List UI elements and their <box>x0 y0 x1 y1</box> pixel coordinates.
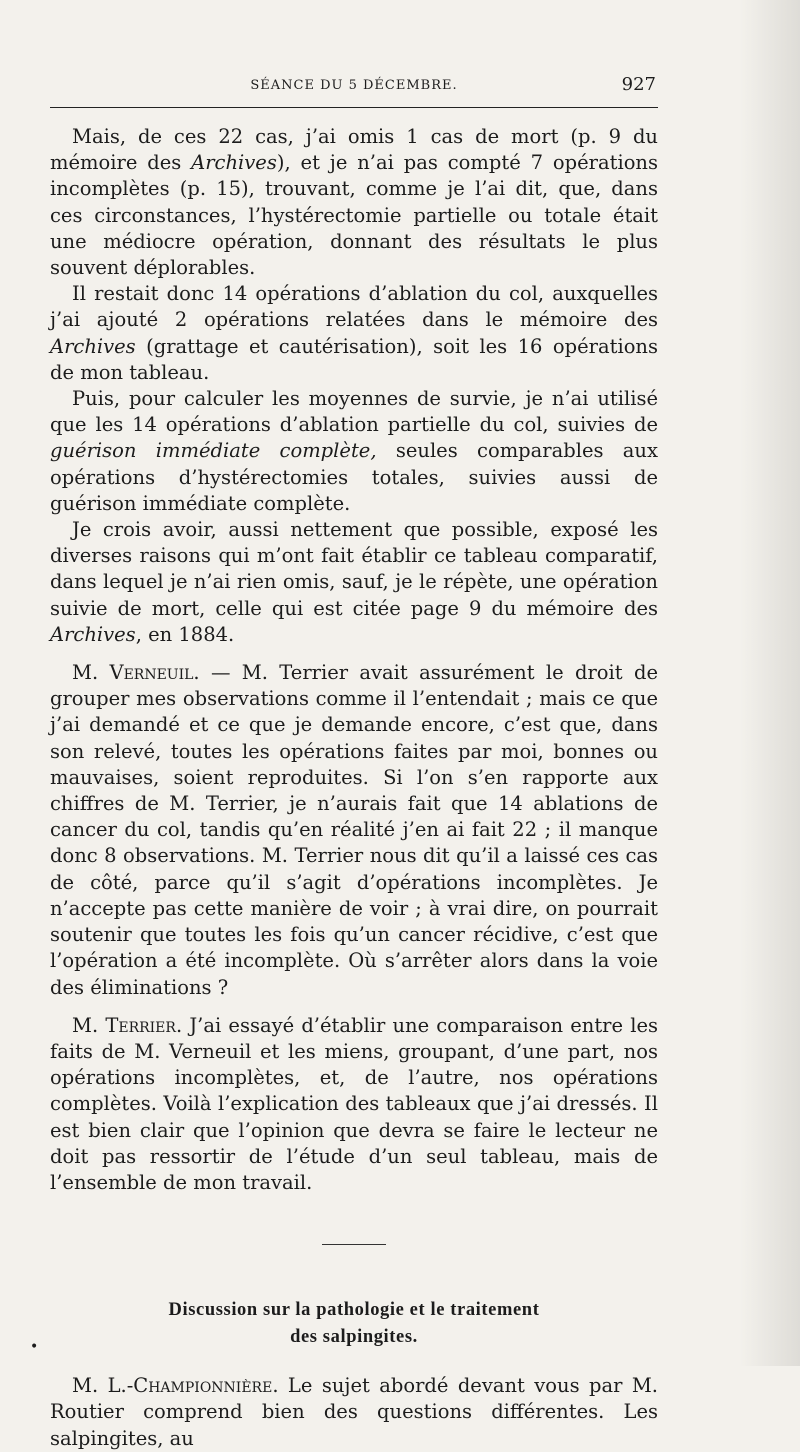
speaker-terrier: M. Terrier. <box>72 1013 183 1037</box>
paragraph-4-text-a: Je crois avoir, aussi nettement que possible, exposé les diverses raisons qui m’ont fait établir ce tableau comparatif, dans lequel je n’ai rien omis, sauf, je le répète, une opération suivie de mort, celle qui est citée page 9 du mémoire des <box>50 518 658 620</box>
paragraph-verneuil-text: — M. Terrier avait assurément le droit de grouper mes observations comme il l’entendait ; mais ce que j’ai demandé et ce que je demande encore, c’est que, dans son relevé, toutes les opérations faites par moi, bonnes ou mauvaises, soient reproduites. Si l’on s’en rapporte aux chiffres de M. Terrier, je n’aurais fait que 14 ablations de cancer du col, tandis qu’en réalité j’en ai fait 22 ; il manque donc 8 observations. M. Terrier nous dit qu’il a laissé ces cas de côté, parce qu’il s’agit d’opérations incomplètes. Je n’accepte pas cette manière de voir ; à vrai dire, on pourrait soutenir que toutes les fois qu’un cancer récidive, c’est que l’opération a été incomplète. Où s’arrêter alors dans la voie des éliminations ? <box>50 661 658 999</box>
body-text <box>50 124 658 1452</box>
paragraph-2-text-c: (grattage et cautérisation), soit les 16 opérations de mon tableau. <box>50 334 658 384</box>
paragraph-2-italic: Archives <box>50 334 136 358</box>
paragraph-3 <box>50 386 658 517</box>
paragraph-3-italic: guérison immédiate complète, <box>50 439 377 463</box>
paragraph-4-text-c: , en 1884. <box>135 622 235 646</box>
page-header <box>50 74 658 104</box>
paragraph-4-italic: Archives <box>50 622 136 646</box>
section-divider <box>322 1244 386 1245</box>
speaker-championniere: M. L.-Championnière. <box>72 1374 279 1398</box>
paragraph-terrier-text: J’ai essayé d’établir une comparaison entre les faits de M. Verneuil et les miens, groupant, d’une part, nos opérations incomplètes, et, de l’autre, nos opérations complètes. Voilà l’explication des tableaux que j’ai dressés. Il est bien clair que l’opinion que devra se faire le lecteur ne doit pas ressortir de l’étude d’un seul tableau, mais de l’ensemble de mon travail. <box>50 1013 658 1194</box>
page-edge-shadow <box>740 0 800 1366</box>
paragraph-terrier <box>50 1013 658 1196</box>
margin-mark: • <box>30 1339 39 1355</box>
paragraph-verneuil <box>50 660 658 1001</box>
paragraph-championniere <box>50 1373 658 1452</box>
speaker-verneuil: M. Verneuil. <box>72 661 200 685</box>
paragraph-1-text-a: Mais, de ces 22 cas, j’ai omis 1 cas de mort (p. 9 du mémoire des <box>50 125 658 175</box>
paragraph-3-text-c: seules comparables aux opérations d’hystérectomies totales, suivies aussi de guérison immédiate complète. <box>50 439 658 515</box>
header-rule <box>50 107 658 108</box>
paragraph-3-text-a: Puis, pour calculer les moyennes de survie, je n’ai utilisé que les 14 opérations d’ablation partielle du col, suivies de <box>50 387 658 437</box>
paragraph-1-text-c: ), et je n’ai pas compté 7 opérations incomplètes (p. 15), trouvant, comme je l’ai dit, que, dans ces circonstances, l’hystérectomie partielle ou totale était une médiocre opération, donnant des résultats le plus souvent déplorables. <box>50 151 658 280</box>
section-heading-line-1: Discussion sur la pathologie et le traitement <box>168 1300 540 1321</box>
section-heading <box>50 1297 658 1351</box>
section-heading-line-2: des salpingites. <box>290 1327 418 1348</box>
paragraph-2-text-a: Il restait donc 14 opérations d’ablation du col, auxquelles j’ai ajouté 2 opérations relatées dans le mémoire des <box>50 282 658 332</box>
page-number: 927 <box>621 74 656 95</box>
paragraph-1 <box>50 124 658 281</box>
paragraph-championniere-text: Le sujet abordé devant vous par M. Routier comprend bien des questions différentes. Les salpingites, au <box>50 1374 659 1450</box>
paragraph-4 <box>50 517 658 648</box>
paragraph-2 <box>50 281 658 386</box>
running-head: SÉANCE DU 5 DÉCEMBRE. <box>250 78 458 93</box>
paragraph-1-italic: Archives <box>191 151 277 175</box>
